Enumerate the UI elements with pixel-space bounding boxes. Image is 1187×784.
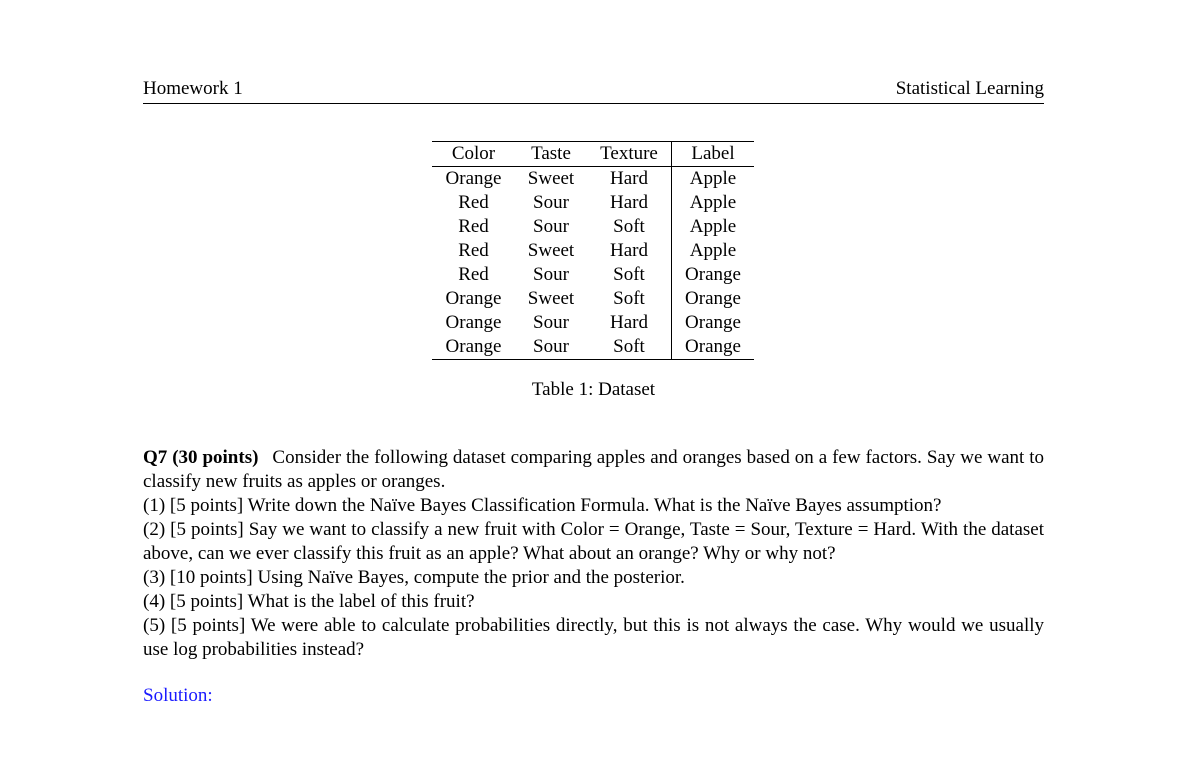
question-title: Q7 (30 points) bbox=[143, 447, 259, 468]
question-intro-paragraph bbox=[143, 446, 1044, 494]
table-row bbox=[432, 167, 754, 192]
cell-texture: Soft bbox=[613, 264, 645, 285]
cell-texture: Soft bbox=[613, 216, 645, 237]
cell-texture: Soft bbox=[613, 336, 645, 357]
cell-taste: Sweet bbox=[527, 288, 575, 309]
question-part-1: (1) [5 points] Write down the Naïve Bayes Classification Formula. What is the Naïve Bayes assumption? bbox=[143, 495, 942, 516]
cell-taste: Sweet bbox=[527, 240, 575, 261]
table-row bbox=[432, 335, 754, 360]
question-part-2: (2) [5 points] Say we want to classify a new fruit with Color = Orange, Taste = Sour, Texture = Hard. With the dataset above, can we ever classify this fruit as an apple? What about an orange? Why or why not? bbox=[143, 519, 1044, 564]
question-block bbox=[143, 446, 1044, 662]
dataset-table bbox=[432, 141, 754, 360]
column-header-color: Color bbox=[432, 142, 515, 167]
cell-texture: Hard bbox=[610, 192, 648, 213]
column-header-label: Label bbox=[672, 142, 755, 167]
cell-texture: Hard bbox=[610, 168, 648, 189]
table-row bbox=[432, 191, 754, 215]
cell-color: Orange bbox=[445, 312, 502, 333]
question-intro: Consider the following dataset comparing apples and oranges based on a few factors. Say we want to classify new fruits as apples or oranges. bbox=[143, 447, 1044, 492]
column-header-taste: Taste bbox=[515, 142, 587, 167]
cell-texture: Hard bbox=[610, 312, 648, 333]
table-caption: Table 1: Dataset bbox=[531, 379, 656, 400]
cell-color: Red bbox=[458, 240, 489, 261]
cell-texture: Soft bbox=[613, 288, 645, 309]
cell-taste: Sour bbox=[533, 336, 569, 357]
cell-label: Apple bbox=[672, 167, 755, 192]
cell-color: Orange bbox=[445, 168, 502, 189]
question-part-3: (3) [10 points] Using Naïve Bayes, compute the prior and the posterior. bbox=[143, 567, 685, 588]
table-header-row bbox=[432, 142, 754, 167]
column-header-texture: Texture bbox=[587, 142, 672, 167]
cell-taste: Sour bbox=[533, 192, 569, 213]
cell-texture: Hard bbox=[610, 240, 648, 261]
table-row bbox=[432, 263, 754, 287]
cell-color: Red bbox=[458, 192, 489, 213]
solution-label: Solution: bbox=[143, 685, 213, 706]
cell-color: Red bbox=[458, 216, 489, 237]
cell-taste: Sour bbox=[533, 312, 569, 333]
cell-color: Orange bbox=[445, 288, 502, 309]
header-subject: Statistical Learning bbox=[895, 78, 1044, 99]
cell-label: Apple bbox=[672, 191, 755, 215]
question-part-5: (5) [5 points] We were able to calculate probabilities directly, but this is not always the case. Why would we usually use log probabilities instead? bbox=[143, 615, 1044, 660]
page-header bbox=[143, 78, 1044, 104]
table-row bbox=[432, 287, 754, 311]
cell-color: Orange bbox=[445, 336, 502, 357]
cell-taste: Sour bbox=[533, 264, 569, 285]
table-row bbox=[432, 239, 754, 263]
table-row bbox=[432, 311, 754, 335]
cell-label: Apple bbox=[672, 215, 755, 239]
cell-label: Orange bbox=[672, 263, 755, 287]
question-part-4: (4) [5 points] What is the label of this fruit? bbox=[143, 591, 475, 612]
cell-label: Orange bbox=[672, 311, 755, 335]
cell-color: Red bbox=[458, 264, 489, 285]
cell-label: Orange bbox=[672, 287, 755, 311]
cell-taste: Sour bbox=[533, 216, 569, 237]
header-course-title: Homework 1 bbox=[143, 78, 243, 99]
cell-label: Apple bbox=[672, 239, 755, 263]
table-row bbox=[432, 215, 754, 239]
cell-label: Orange bbox=[672, 335, 755, 360]
cell-taste: Sweet bbox=[527, 168, 575, 189]
